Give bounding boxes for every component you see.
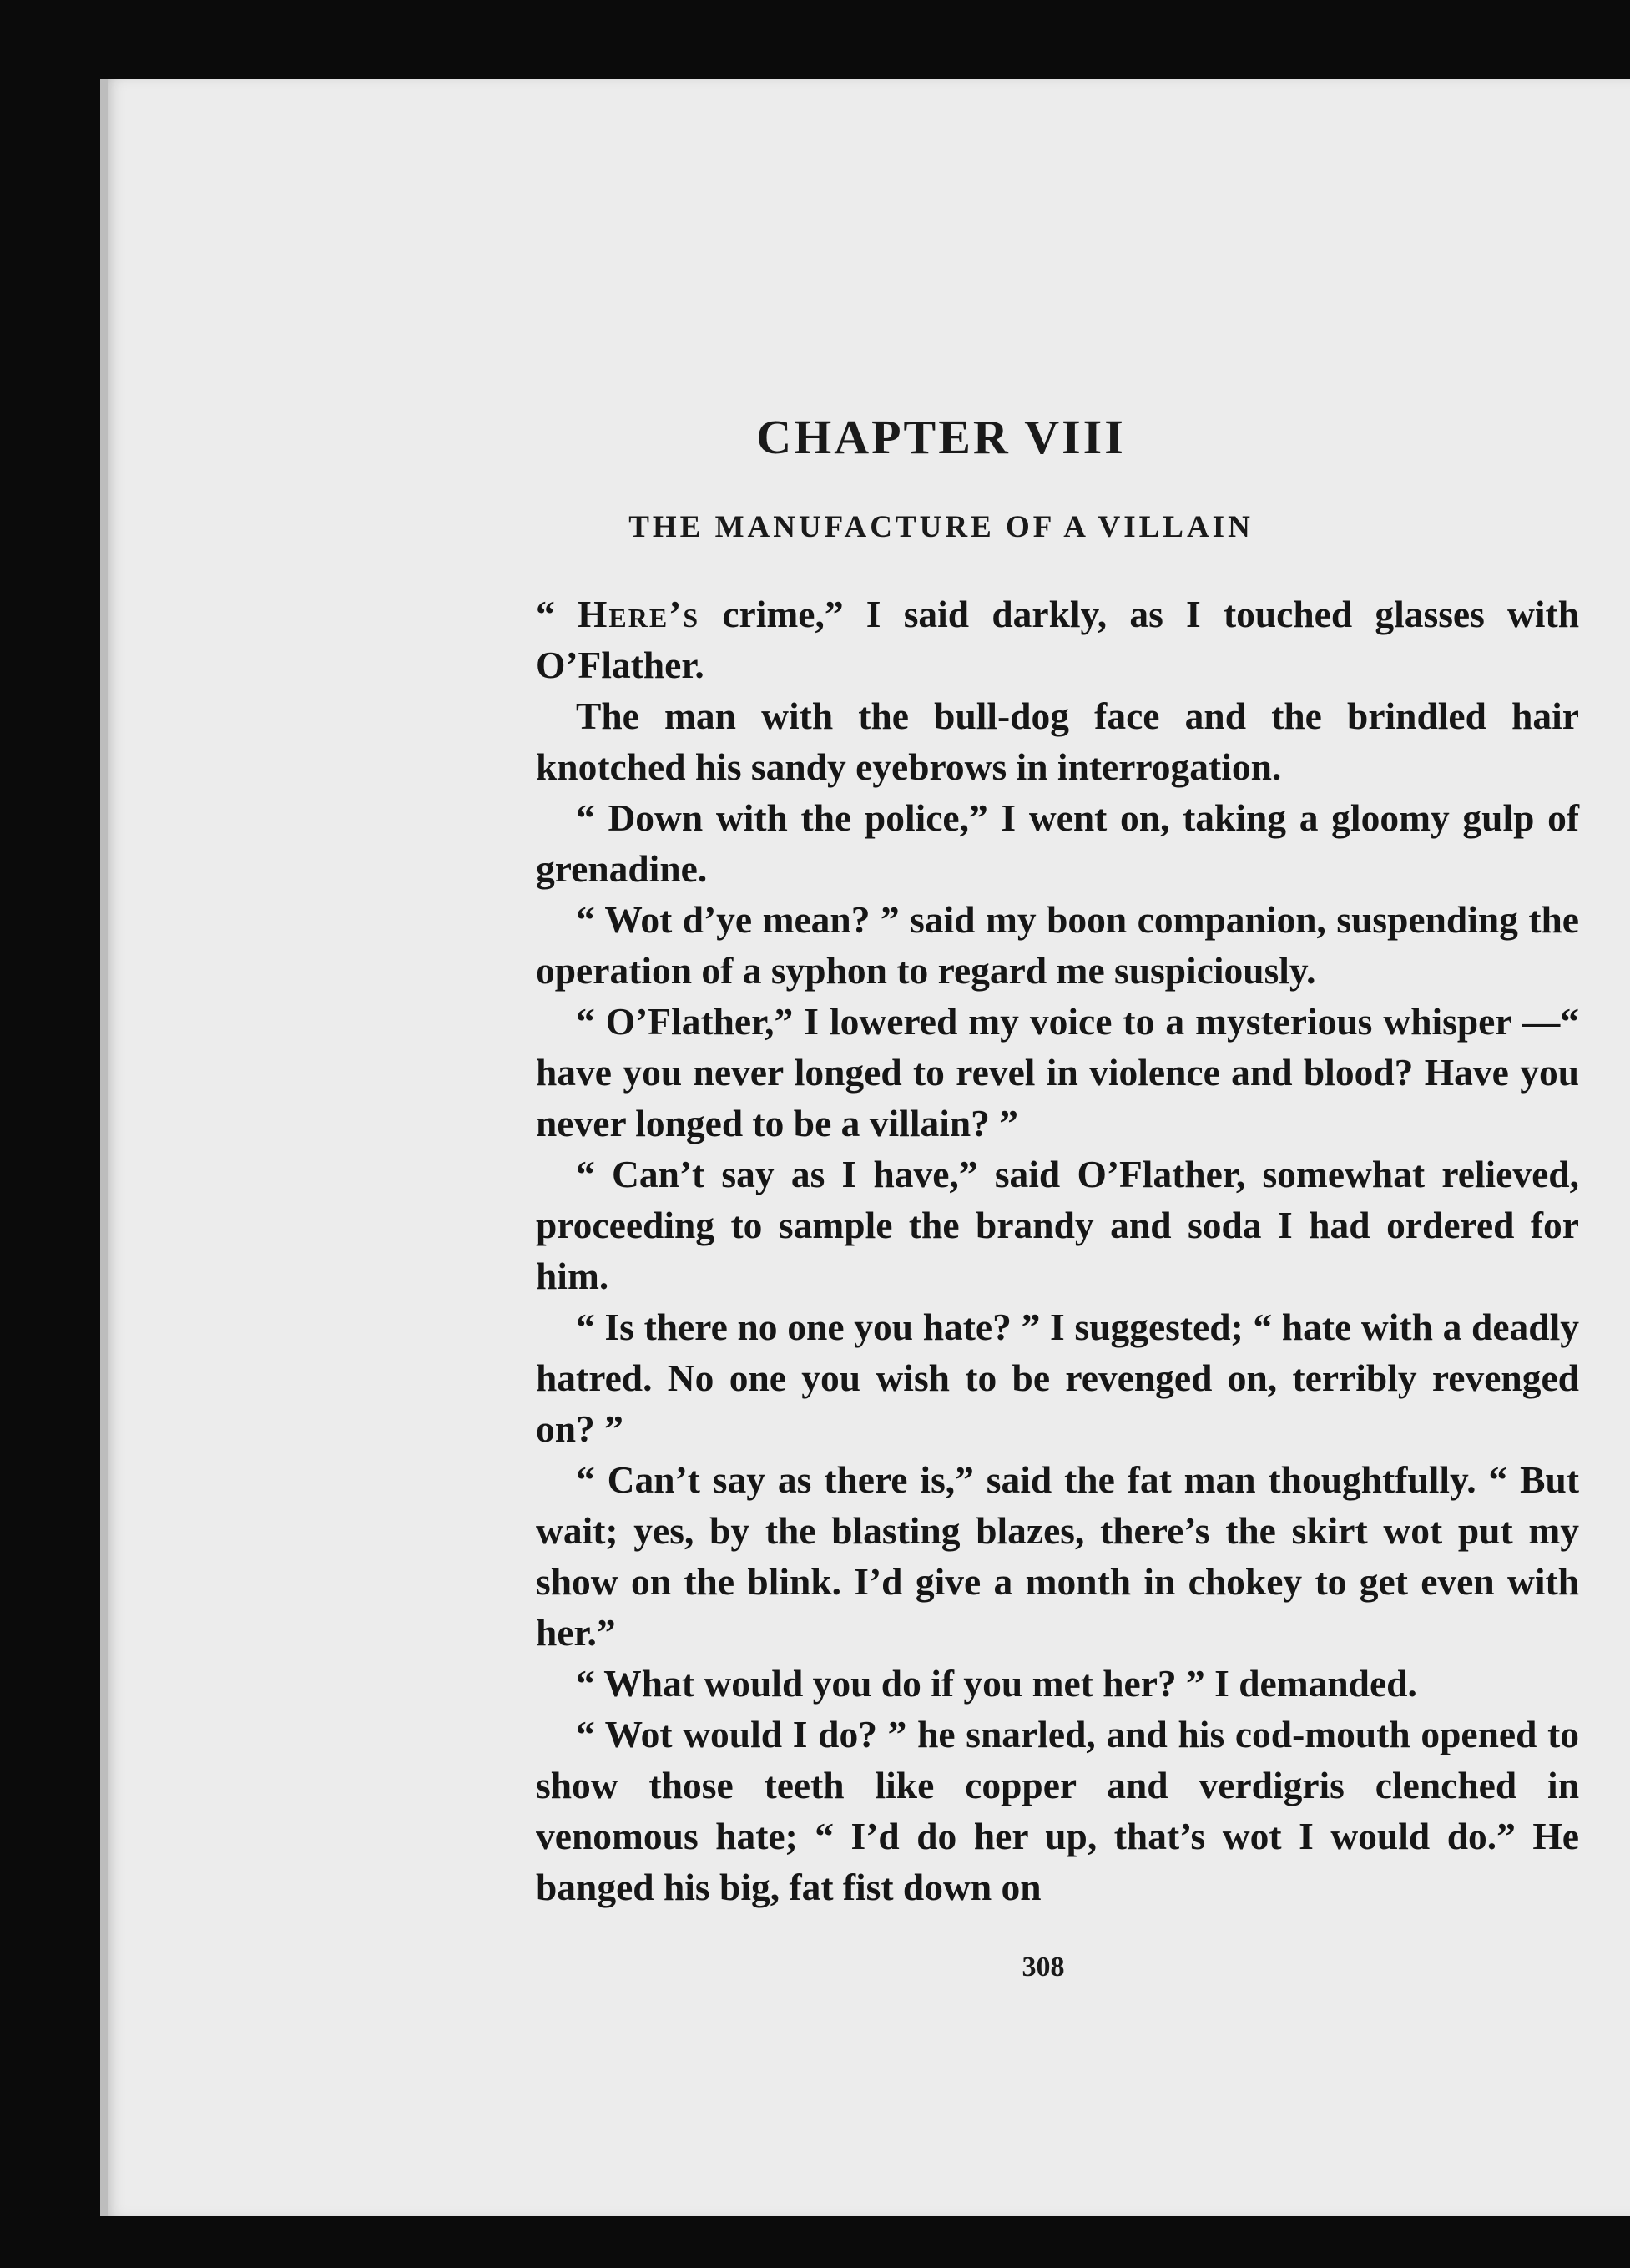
paragraph-1 — [536, 588, 1579, 690]
paragraph-2: The man with the bull-dog face and the brindled hair knotched his sandy eyebrows in interrogation. — [536, 695, 1579, 788]
chapter-body — [536, 588, 1579, 1912]
paragraph-6: “ Can’t say as I have,” said O’Flather, somewhat relieved, proceeding to sample the brandy and soda I had ordered for him. — [536, 1153, 1579, 1297]
page-number: 308 — [1022, 1952, 1065, 1983]
page-edge — [100, 79, 108, 2216]
chapter-subtitle: THE MANUFACTURE OF A VILLAIN — [628, 510, 1254, 544]
opening-quote: “ — [536, 593, 578, 635]
paragraph-10: “ Wot would I do? ” he snarled, and his cod-mouth opened to show those teeth like copper and verdigris clenched in venomous hate; “ I’d do her up, that’s wot I would do.” He banged his big, fat fist down on — [536, 1713, 1579, 1908]
paragraph-9: “ What would you do if you met her? ” I demanded. — [576, 1662, 1417, 1705]
paragraph-4: “ Wot d’ye mean? ” said my boon companion, suspending the operation of a syphon to regard me suspiciously. — [536, 898, 1579, 992]
paragraph-7: “ Is there no one you hate? ” I suggested; “ hate with a deadly hatred. No one you wish to be revenged on, terribly revenged on? ” — [536, 1306, 1579, 1450]
opening-word: Here’s — [577, 593, 700, 635]
paragraph-8: “ Can’t say as there is,” said the fat man thoughtfully. “ But wait; yes, by the blasting blazes, there’s the skirt wot put my show on the blink. I’d give a month in chokey to get even with her.” — [536, 1458, 1579, 1654]
paragraph-3: “ Down with the police,” I went on, taking a gloomy gulp of grenadine. — [536, 796, 1579, 890]
paragraph-1-rest: crime,” I said darkly, as I touched glasses with O’Flather. — [536, 593, 1579, 686]
chapter-title: CHAPTER VIII — [756, 410, 1126, 464]
paragraph-5: “ O’Flather,” I lowered my voice to a mysterious whisper —“ have you never longed to revel in violence and blood? Have you never longed to be a villain? ” — [536, 1000, 1579, 1144]
